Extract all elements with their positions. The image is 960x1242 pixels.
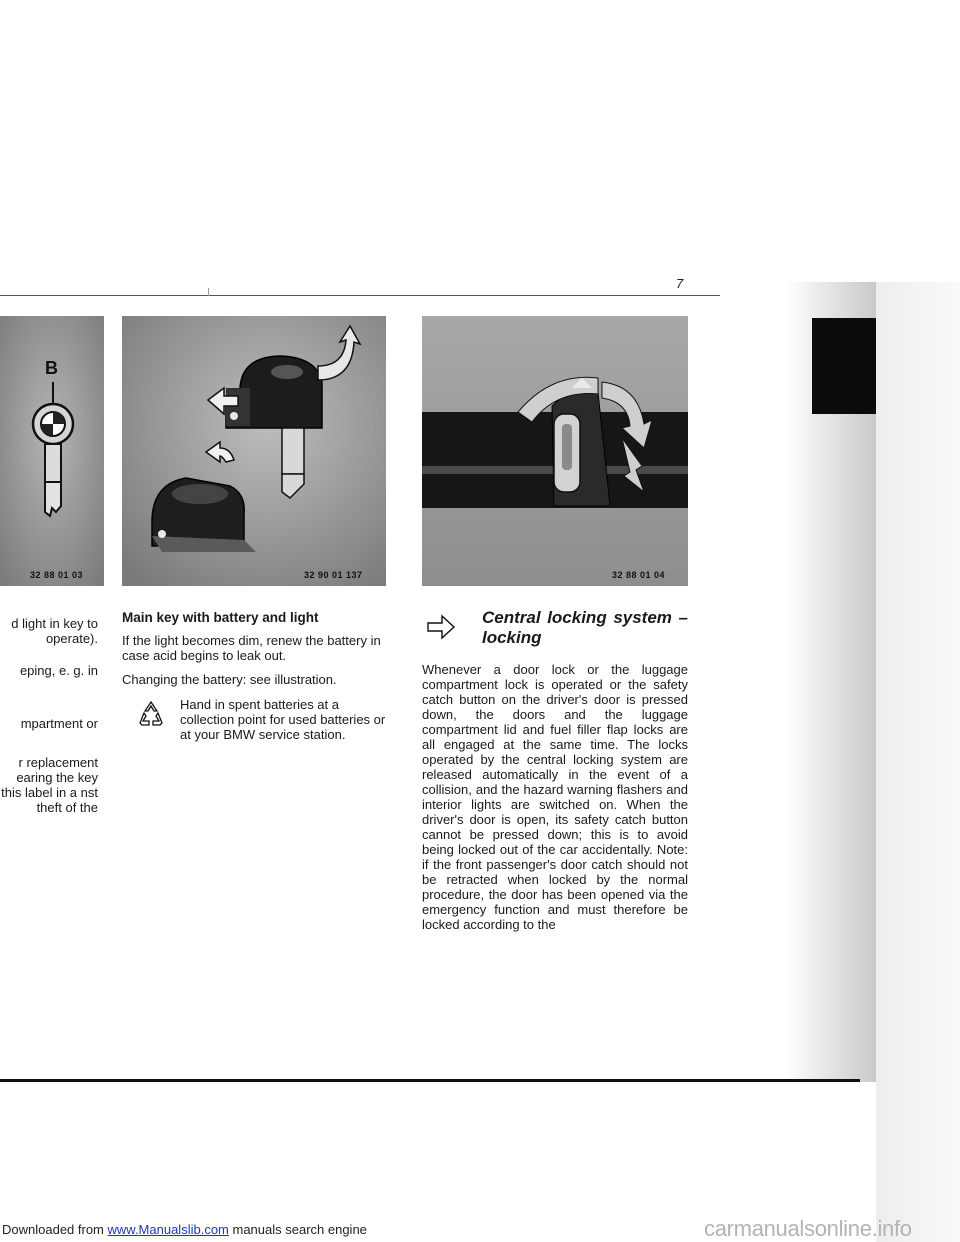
figure-code-left: 32 88 01 03	[30, 570, 84, 580]
watermark: carmanualsonline.info	[704, 1216, 912, 1241]
header-rule	[0, 295, 720, 296]
footer-prefix: Downloaded from	[2, 1222, 108, 1237]
manualslib-link[interactable]: www.Manualslib.com	[107, 1222, 229, 1237]
left-paragraph-3: mpartment or	[20, 716, 98, 731]
door-lock-illustration	[422, 316, 688, 586]
central-locking-title: Central locking system – locking	[482, 608, 688, 647]
section-thumb-tab	[812, 318, 876, 414]
download-footer	[2, 1222, 367, 1237]
recycle-note	[122, 697, 390, 742]
key-label-b: B	[45, 358, 58, 378]
footer-suffix: manuals search engine	[228, 1222, 367, 1237]
header-tick	[208, 288, 209, 296]
main-key-heading: Main key with battery and light	[122, 610, 319, 625]
central-locking-figure	[422, 316, 688, 586]
key-illustration	[0, 316, 104, 586]
central-locking-body: Whenever a door lock or the luggage compartment lock is operated or the safety catch button on the driver's door is pressed down, the doors and the luggage compartment lid and fuel filler flap locks are all engaged at the same time. The locks operated by the central locking system are released automatically in the event of a collision, and the hazard warning flashers and interior lights are switched on. When the driver's door is open, its safety catch button cannot be pressed down; this is to avoid being locked out of the car accidentally. Note: if the front passenger's door catch should not be retracted when locked by the normal procedure, the door has been opened via the emergency function and must therefore be locked according to the	[422, 662, 688, 932]
page-number: 7	[676, 276, 684, 291]
left-paragraph-2: eping, e. g. in	[19, 663, 98, 678]
battery-paragraph: If the light becomes dim, renew the battery in case acid begins to leak out.	[122, 633, 381, 663]
left-paragraph-1: d light in key to operate).	[11, 616, 98, 646]
battery-change-paragraph: Changing the battery: see illustration.	[122, 672, 337, 687]
central-locking-header	[422, 608, 688, 648]
key-figure	[0, 316, 104, 586]
left-paragraph-4: r replacement earing the key this label in a nst theft of the	[1, 755, 98, 815]
recycle-icon	[136, 699, 166, 729]
battery-change-figure	[122, 316, 386, 586]
main-key-section	[122, 610, 390, 742]
page-edge-strip	[876, 282, 960, 1242]
arrow-right-icon	[426, 614, 456, 640]
bottom-rule	[0, 1079, 860, 1082]
figure-code-right: 32 88 01 04	[612, 570, 666, 580]
central-locking-section	[422, 608, 688, 932]
figure-code-middle: 32 90 01 137	[304, 570, 363, 580]
battery-change-illustration	[122, 316, 386, 586]
left-column-text	[0, 616, 98, 832]
recycle-note-text: Hand in spent batteries at a collection point for used batteries or at your BMW service station.	[180, 697, 386, 742]
